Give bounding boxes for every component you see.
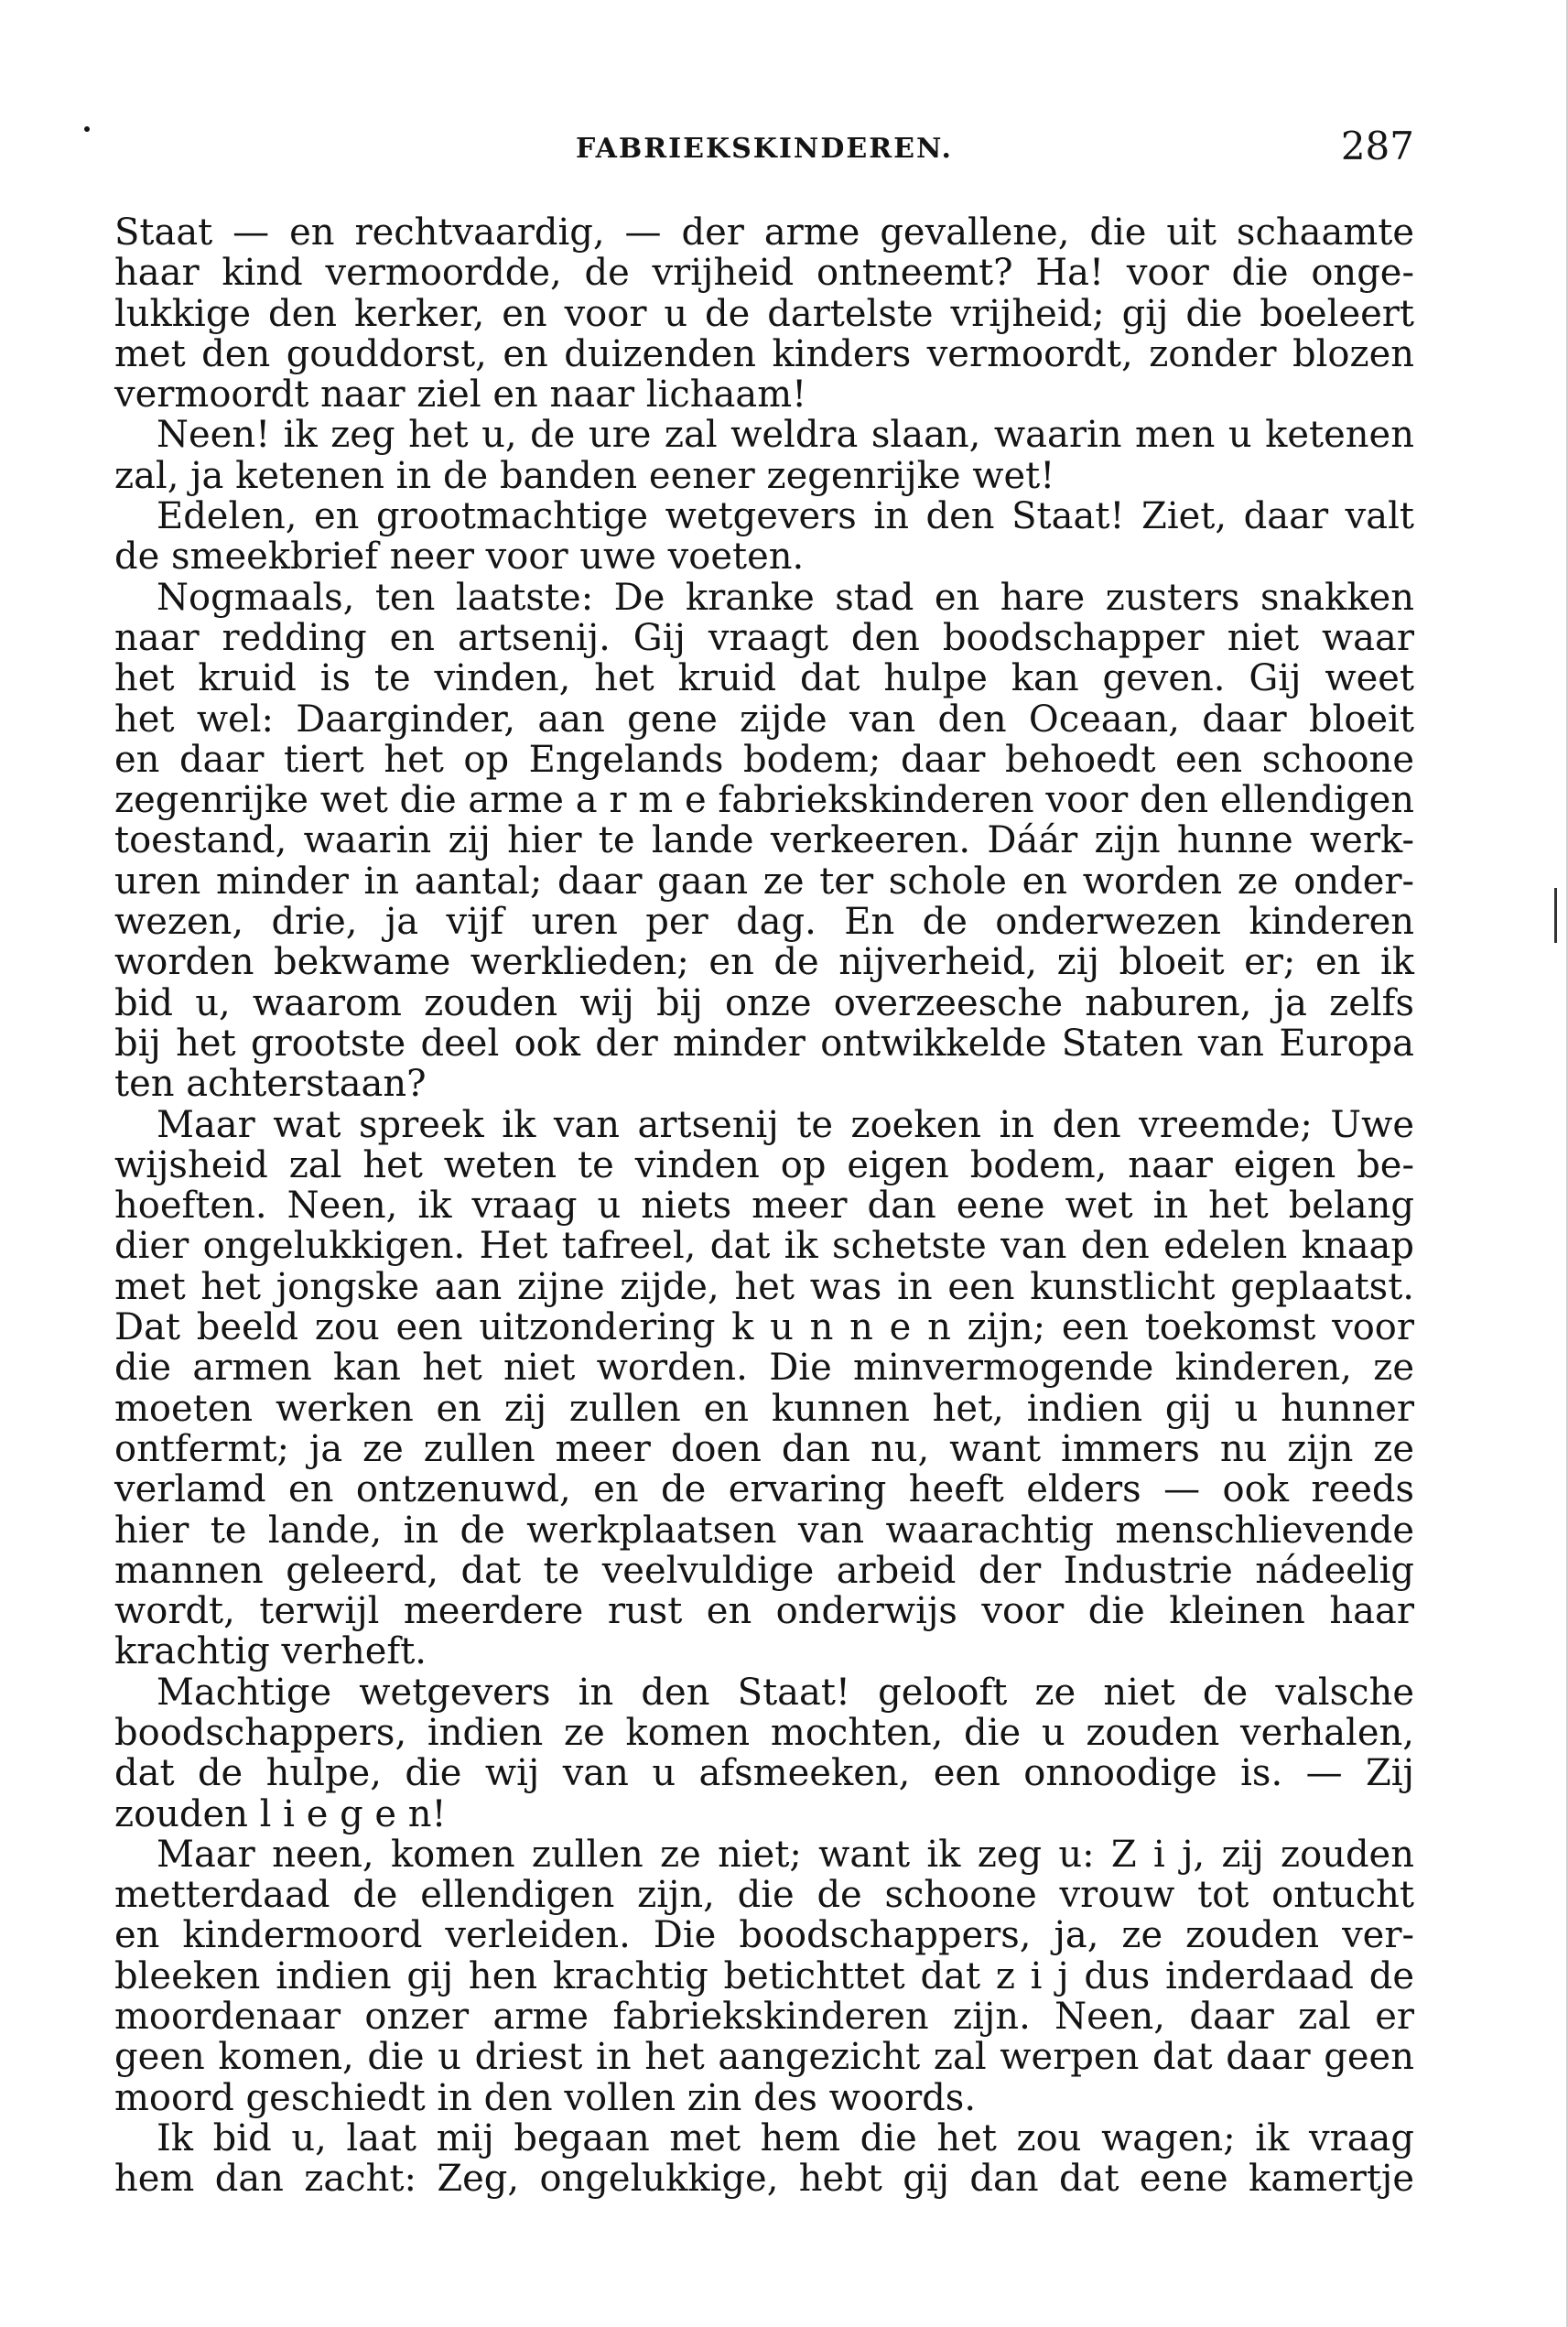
text-line: haar kind vermoordde, de vrijheid ontneemt? Ha! voor die onge- [114, 252, 1414, 295]
text-line: dat de hulpe, die wij van u afsmeeken, een onnoodige is. — Zij [114, 1752, 1414, 1795]
scan-edge-mark [1554, 888, 1557, 943]
text-line: ontfermt; ja ze zullen meer doen dan nu, want immers nu zijn ze [114, 1427, 1414, 1470]
text-line: zegenrijke wet die arme a r m e fabriekskinderen voor den ellendigen [114, 779, 1414, 822]
text-line: bij het grootste deel ook der minder ontwikkelde Staten van Europa [114, 1022, 1414, 1065]
text-line: Maar wat spreek ik van artsenij te zoeken in den vreemde; Uwe [157, 1103, 1414, 1146]
text-line: het wel: Daarginder, aan gene zijde van den Oceaan, daar bloeit [114, 698, 1414, 741]
text-line: wijsheid zal het weten te vinden op eigen bodem, naar eigen be- [114, 1143, 1414, 1186]
text-line: wordt, terwijl meerdere rust en onderwijs voor die kleinen haar [114, 1590, 1414, 1633]
text-line: toestand, waarin zij hier te lande verkeeren. Dáár zijn hunne werk- [114, 819, 1414, 862]
text-line: vermoordt naar ziel en naar lichaam! [114, 373, 807, 417]
text-line: lukkige den kerker, en voor u de dartelste vrijheid; gij die boeleert [114, 292, 1414, 335]
text-line: Nogmaals, ten laatste: De kranke stad en hare zusters snakken [157, 576, 1414, 619]
text-line: geen komen, die u driest in het aangezicht zal werpen dat daar geen [114, 2036, 1414, 2079]
text-line: hem dan zacht: Zeg, ongelukkige, hebt gij dan dat eene kamertje [114, 2158, 1414, 2201]
text-line: die armen kan het niet worden. Die minvermogende kinderen, ze [114, 1347, 1414, 1390]
text-line: het kruid is te vinden, het kruid dat hulpe kan geven. Gij weet [114, 657, 1414, 700]
text-line: moord geschiedt in den vollen zin des woords. [114, 2076, 977, 2119]
text-line: met den gouddorst, en duizenden kinders vermoordt, zonder blozen [114, 332, 1414, 375]
text-line: boodschappers, indien ze komen mochten, die u zouden verhalen, [114, 1711, 1414, 1754]
text-line: worden bekwame werklieden; en de nijverheid, zij bloeit er; en ik [114, 941, 1414, 984]
text-line: Machtige wetgevers in den Staat! gelooft ze niet de valsche [157, 1671, 1414, 1714]
text-line: Edelen, en grootmachtige wetgevers in den Staat! Ziet, daar valt [157, 495, 1414, 538]
text-line: Ik bid u, laat mij begaan met hem die het zou wagen; ik vraag [157, 2116, 1414, 2159]
text-line: Neen! ik zeg het u, de ure zal weldra slaan, waarin men u ketenen [157, 414, 1414, 457]
text-line: krachtig verheft. [114, 1630, 427, 1673]
text-line: bleeken indien gij hen krachtig betichttet dat z i j dus inderdaad de [114, 1954, 1414, 1997]
text-line: de smeekbrief neer voor uwe voeten. [114, 536, 805, 579]
text-line: zouden l i e g e n! [114, 1792, 447, 1835]
text-line: en daar tiert het op Engelands bodem; daar behoedt een schoone [114, 738, 1414, 781]
text-line: Maar neen, komen zullen ze niet; want ik zeg u: Z i j, zij zouden [157, 1833, 1414, 1876]
text-line: metterdaad de ellendigen zijn, die de schoone vrouw tot ontucht [114, 1874, 1414, 1917]
page-header [114, 124, 1414, 179]
page-number: 287 [1340, 124, 1414, 168]
text-line: ten achterstaan? [114, 1063, 427, 1106]
text-line: en kindermoord verleiden. Die boodschappers, ja, ze zouden ver- [114, 1914, 1414, 1957]
body-text [114, 212, 1414, 2200]
text-line: wezen, drie, ja vijf uren per dag. En de onderwezen kinderen [114, 901, 1414, 944]
text-line: moordenaar onzer arme fabriekskinderen zijn. Neen, daar zal er [114, 1996, 1414, 2039]
text-line: Staat — en rechtvaardig, — der arme gevallene, die uit schaamte [114, 211, 1414, 254]
text-line: hoeften. Neen, ik vraag u niets meer dan eene wet in het belang [114, 1185, 1414, 1228]
text-line: moeten werken en zij zullen en kunnen het, indien gij u hunner [114, 1387, 1414, 1430]
text-line: bid u, waarom zouden wij bij onze overzeesche naburen, ja zelfs [114, 981, 1414, 1024]
text-line: zal, ja ketenen in de banden eener zegenrijke wet! [114, 454, 1055, 497]
running-title: FABRIEKSKINDEREN. [576, 133, 953, 165]
text-line: verlamd en ontzenuwd, en de ervaring heeft elders — ook reeds [114, 1468, 1414, 1511]
text-line: dier ongelukkigen. Het tafreel, dat ik schetste van den edelen knaap [114, 1225, 1414, 1268]
text-line: mannen geleerd, dat te veelvuldige arbeid der Industrie nádeelig [114, 1549, 1414, 1592]
text-line: hier te lande, in de werkplaatsen van waarachtig menschlievende [114, 1509, 1414, 1552]
text-line: uren minder in aantal; daar gaan ze ter schole en worden ze onder- [114, 860, 1414, 903]
text-line: Dat beeld zou een uitzondering k u n n e n zijn; een toekomst voor [114, 1306, 1414, 1349]
text-line: met het jongske aan zijne zijde, het was in een kunstlicht geplaatst. [114, 1265, 1414, 1308]
print-speck [84, 126, 90, 132]
text-line: naar redding en artsenij. Gij vraagt den boodschapper niet waar [114, 616, 1414, 659]
